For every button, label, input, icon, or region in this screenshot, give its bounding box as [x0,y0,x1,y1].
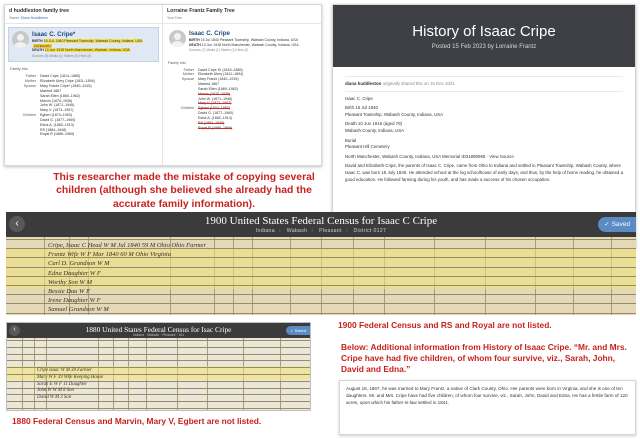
family-row [10,132,157,137]
census-1900-image[interactable] [6,237,636,315]
family-member-link[interactable]: Egbert (1874–1953) [40,113,72,118]
family-member-link[interactable]: Sarah Ellen (1869–1962) [40,93,80,98]
history-excerpt-panel [339,380,636,435]
family-info-label: Family Info [10,67,28,72]
census-1880-title: 1880 United States Federal Census for Isac Cripe [85,325,232,334]
grid-row-line [7,354,310,355]
owner-link[interactable]: Diana Huddleston [20,16,48,21]
record-counts[interactable]: Sources (7) Media (1) Stories (1) Hints (0) [189,48,249,53]
death-value: 10 Jun 1918 North Manchester, Wabash County, Indiana, USA [201,42,299,47]
tree-right-header [163,5,321,24]
family-member-link[interactable]: Marvin (1870–1936) [198,91,231,96]
below-caption: Below: Additional information from History of Isaac Cripe. “Mr. and Mrs. Cripe have had five children, of whom four survive, viz., Sarah, John, David and Edna.” [341,342,627,374]
family-info-right [163,59,321,133]
excerpt-text: August 18, 1867, he was married to Mary Frantz, a native of Clark County, Ohio. Her parents were born in Virginia, and she is one of ten daughters. Mr. and Mrs. Cripe have had five children, of whom four survive, viz., Sarah, John, David and Edna. He has a fertile farm of 120 acres, upon which his father-in-law settled in 1841. [346,386,628,406]
crumb-district[interactable]: District 0127 [353,228,387,234]
record-counts[interactable]: Sources (8) Media (1) Stories (4) Hints (0) [32,54,92,59]
census-entry: Carl D. Grandson W M [48,260,110,268]
history-posted: Posted 15 Feb 2023 by Lorraine Frantz [431,43,537,50]
grid-row-line [6,294,636,295]
family-member-link[interactable]: David G. (1877–1960) [40,117,76,122]
grid-row-line [7,340,310,341]
family-member-link[interactable]: Edna A. (1882–1913) [40,122,74,127]
tree-left [5,5,163,165]
family-role: Children [22,113,36,118]
owner-label: Owner: [9,16,20,21]
history-title: History of Isaac Cripe [412,22,556,40]
grid-row-line [6,285,636,286]
category-badge: CATEGORY [34,43,51,48]
family-role: Mother [182,72,194,77]
crumb-township[interactable]: Pleasant [319,228,342,234]
grid-row-line [7,360,310,361]
breadcrumb[interactable]: Indiana · Wabash · Pleasant · 161 [132,333,185,337]
memorial-location[interactable]: North Manchester, Wabash County, Indiana, USA Memorial ID31890965 · View Source [345,153,514,159]
tree-left-title: d huddleston family tree [9,8,69,14]
birth-value: 15 Jul 1840 Pleasant Township, Wabash County, Indiana, USA [200,37,298,42]
census-entry: David W M 3 Son [37,395,72,401]
chevron-left-icon[interactable]: ‹ [9,216,25,232]
researcher-caption: This researcher made the mistake of copying several children (although she believed she already had the accurate family information). [53,172,315,210]
family-member-link[interactable]: David Cripe Sr (1815–1885) [198,67,243,72]
census-1900-title: 1900 United States Federal Census for Isaac C Cripe [204,215,438,227]
family-list-left [10,74,157,137]
family-member-link[interactable]: David G. (1877–1960) [198,111,234,116]
memorial-birth: Birth 15 Jul 1840 Pleasant Township, Wabash County, Indiana, USA [345,105,444,117]
family-member-link[interactable]: Sarah Ellen (1869–1962) [198,86,238,91]
history-body [333,67,635,192]
memorial-death: Death 10 Jun 1918 (aged 78) Wabash County, Indiana, USA [345,121,405,134]
saved-button[interactable]: ✓ Saved [286,326,310,335]
family-member-link[interactable]: Marvin (1870–1936) [40,98,73,103]
family-member-link[interactable]: Mary Frantz Cripe* (1840–1915) [40,83,92,88]
census-entry: Frantz Wife W F Mar 1840 60 M Ohio Virginia [48,251,171,259]
census-entry: Mary W F 39 Wife Keeping House [37,374,104,380]
census-1880-image[interactable] [7,338,310,411]
family-member-link[interactable]: Mary Frantz (1840–1915) [198,77,239,82]
breadcrumb: Indiana › Wabash › Pleasant › District 0127 [255,228,387,234]
family-member-link[interactable]: Elizabeth Ulery Cripe (1811–1894) [40,79,95,84]
death-line: DEATH 10 Jun 1918 North Manchester, Wabash County, Indiana, USA [189,42,299,47]
tree-left-header [5,5,162,24]
family-member-link[interactable]: Married 1867 [198,82,220,87]
death-line: DEATH 10 Jun 1918 North Manchester, Wabash, Indiana, USA [32,48,130,53]
family-tree-comparison-panel [4,4,322,166]
saved-button[interactable]: ✓ Saved [598,217,636,232]
crumb-county[interactable]: Wabash [286,228,308,234]
tree-right-owner: Your Tree [167,16,182,21]
person-card-right[interactable] [166,27,318,56]
census-entry: Edna Daughter W F [48,269,101,277]
census-1900-caption: 1900 Federal Census and RS and Royal are not listed. [338,320,552,330]
family-member-link[interactable]: Married 1867 [40,88,62,93]
census-1900-viewer [6,212,636,315]
grid-row-line [6,239,636,240]
avatar [12,31,29,48]
family-member-link[interactable]: David Cripe (1814–1885) [40,74,81,79]
shared-by [345,81,623,88]
birth-value: 15 JUL 1840 Pleasant Township, Wabash County, Indiana, USA [43,38,143,43]
tree-left-owner [9,16,158,21]
census-1880-viewer [6,322,311,411]
death-value: 10 Jun 1918 North Manchester, Wabash, Indiana, USA [44,48,130,53]
grid-row-line [7,347,310,348]
person-name[interactable]: Isaac C. Cripe [189,29,230,37]
family-member-link[interactable]: Elizabeth Ulery (1811–1894) [198,72,244,77]
divider [345,76,623,77]
family-member-link[interactable]: RS (1884–1948) [198,120,225,125]
census-1880-caption: 1880 Federal Census and Marvin, Mary V, Egbert are not listed. [12,416,262,426]
census-entry: Samuel Grandson W M [48,306,109,314]
person-name[interactable]: Isaac C. Cripe* [32,30,76,38]
family-role: Father [25,74,36,79]
family-member-link[interactable]: Royal R (1886–1969) [198,125,233,130]
census-1900-header [6,212,636,237]
family-member-link[interactable]: Edna A. (1882–1913) [198,116,232,120]
family-member-link[interactable]: John W. (1871–1946) [198,96,233,101]
family-member-link[interactable]: Mary V. (1873–1957) [198,101,232,106]
author-note: originally shared this on 15 Dec 2021 [382,81,455,86]
tree-right [163,5,321,165]
census-entry: John W W M 8 Son [37,388,74,394]
family-member-link[interactable]: Royal R (1886–1969) [40,132,75,137]
family-member-link[interactable]: John W. (1871–1946) [40,103,75,108]
divider [345,91,623,92]
family-role [10,132,40,137]
census-entry: Cripe, Isaac C Head W M Jul 1840 59 M Ohio Ohio Farmer [48,242,206,249]
author-name[interactable]: diana huddleston [345,81,382,86]
avatar [169,30,186,47]
census-entry: Cripe Isaac W M 39 Farmer [37,368,92,373]
crumb-state[interactable]: Indiana [255,228,275,234]
grid-row-line [7,401,310,402]
census-1880-header [7,323,310,338]
census-entry: Sarah E W F 11 Daughter [37,381,88,387]
family-role: Spouse [181,77,194,82]
birth-line: BIRTH 15 JUL 1840 Pleasant Township, Wabash County, Indiana, USA CATEGORY [32,38,143,48]
history-paragraph: David and Elizabeth Cripe, the parents of Isaac C. Cripe, came from Ohio to Indiana and settled in Pleasant Township, Wabash County, where Isaac C. was born 15 July 1840. He attended school at the log schoolhouse of early days, and thus, by the help of home reading, he obtained a good education. He followed farming during his youth, and has made a success of his chosen occupation. [345,163,624,182]
family-member-link[interactable]: Egbert (1874–1953) [198,106,230,111]
grid-row-line [7,408,310,409]
census-entry: Worthy Son W M [48,278,92,286]
person-card-left[interactable] [8,27,159,63]
tree-right-title: Lorraine Frantz Family Tree [167,8,235,14]
family-member-link[interactable]: RS (1884–1948) [40,127,67,132]
chevron-left-icon[interactable]: ‹ [9,325,20,336]
family-role [168,126,198,131]
family-role: Spouse [23,83,36,88]
birth-line: BIRTH 15 Jul 1840 Pleasant Township, Wabash County, Indiana, USA [189,37,298,42]
memorial-burial: Burial Pleasant Hill Cemetery [345,137,390,150]
family-row [168,126,316,131]
family-member-link[interactable]: Mary V. (1873–1957) [40,108,74,113]
census-entry: Irene Daughter W F [48,297,101,305]
family-list-right [168,68,316,131]
history-banner [333,5,635,67]
memorial-name: Isaac C. Cripe [345,95,373,101]
family-role: Children [180,106,194,111]
census-entry: Bessie Dau W F [48,288,91,295]
family-info-left [5,65,162,139]
family-role: Mother [24,79,36,84]
family-role: Father [183,67,194,72]
family-info-label: Family Info [168,60,186,65]
